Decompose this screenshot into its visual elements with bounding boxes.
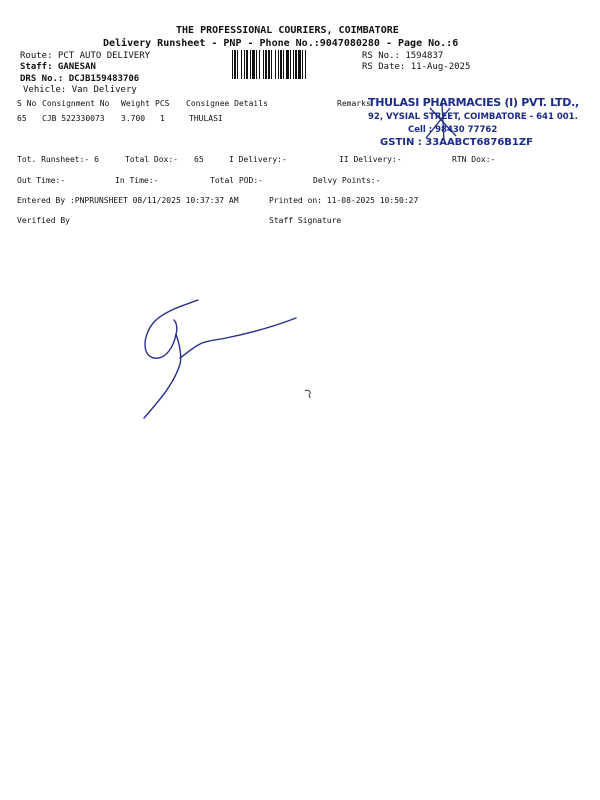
col-consignee-header: Consignee Details [186, 99, 268, 108]
drs-number: DRS No.: DCJB159483706 [20, 74, 140, 84]
total-pod: Total POD:- [210, 176, 263, 185]
stamp-company-name: THULASI PHARMACIES (I) PVT. LTD., [368, 96, 579, 109]
staff-signature-label: Staff Signature [269, 216, 342, 225]
cell-consignment: CJB 522330073 [42, 114, 105, 123]
vehicle-label: Vehicle: Van Delivery [23, 85, 137, 95]
col-remarks-header: Remarks [337, 99, 371, 108]
col-weight-header: Weight [121, 99, 150, 108]
stamp-address: 92, VYSIAL STREET, COIMBATORE - 641 001. [368, 112, 578, 122]
verified-by: Verified By [17, 216, 70, 225]
stamp-gstin: GSTIN : 33AABCT6876B1ZF [380, 137, 533, 148]
company-stamp [360, 92, 580, 154]
in-time: In Time:- [115, 176, 159, 185]
rs-number: RS No.: 1594837 [362, 51, 444, 61]
cell-pcs: 1 [160, 114, 165, 123]
stamp-cell: Cell : 98430 77762 [408, 125, 498, 135]
stamp-scribble [422, 102, 462, 142]
rs-date: RS Date: 11-Aug-2025 [362, 62, 471, 72]
col-sno-header: S No [17, 99, 37, 108]
rtn-dox: RTN Dox:- [452, 155, 496, 164]
ii-delivery: II Delivery:- [339, 155, 402, 164]
barcode-image [232, 50, 358, 79]
out-time: Out Time:- [17, 176, 66, 185]
i-delivery: I Delivery:- [229, 155, 287, 164]
total-dox-label: Total Dox:- [125, 155, 178, 164]
tot-runsheet: Tot. Runsheet:- 6 [17, 155, 99, 164]
cell-sno: 65 [17, 114, 27, 123]
handwritten-signature [130, 290, 330, 430]
runsheet-subtitle: Delivery Runsheet - PNP - Phone No.:9047080280 - Page No.:6 [103, 38, 459, 49]
company-title: THE PROFESSIONAL COURIERS, COIMBATORE [176, 25, 399, 36]
col-pcs-header: PCS [155, 99, 170, 108]
col-consignment-header: Consignment No [42, 99, 110, 108]
delvy-points: Delvy Points:- [313, 176, 381, 185]
ink-mark [300, 385, 318, 401]
entered-by: Entered By :PNPRUNSHEET 08/11/2025 10:37:37 AM [17, 196, 239, 205]
total-dox-value: 65 [194, 155, 204, 164]
cell-weight: 3.700 [121, 114, 146, 123]
cell-consignee: THULASI [189, 114, 223, 123]
route-label: Route: PCT AUTO DELIVERY [20, 51, 151, 61]
printed-on: Printed on: 11-08-2025 10:50:27 [269, 196, 419, 205]
staff-label: Staff: GANESAN [20, 62, 96, 72]
